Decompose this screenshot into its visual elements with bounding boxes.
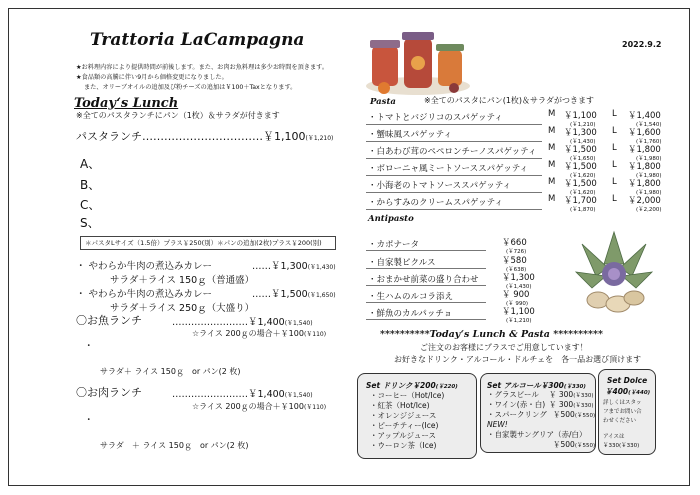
pasta-option-c: C、	[80, 198, 101, 212]
artichoke-illustration	[572, 224, 656, 318]
pasta-lunch-label: パスタランチ	[76, 130, 142, 143]
drink-item: ・紅茶（Hot/Ice)	[370, 401, 430, 410]
menu-date: 2022.9.2	[622, 40, 662, 49]
size-m-label: M	[548, 126, 556, 136]
size-m-price: ￥1,500	[564, 162, 597, 172]
alcohol-item-name: ・ワイン(赤・白)	[487, 400, 546, 409]
size-m-label: M	[548, 194, 556, 204]
meat-side-desc: サラダ ＋ ライス 150ｇ or パン(2 枚)	[100, 441, 249, 450]
curry-regular-item	[76, 258, 212, 272]
dolce-desc: わせください	[603, 418, 637, 424]
size-l-label: L	[612, 177, 617, 187]
bullet: ・	[76, 261, 86, 272]
curry-regular-price: ￥1,300	[271, 261, 308, 272]
antipasto-price: ￥580	[502, 256, 527, 266]
lunch-pasta-banner: **********Today‘s Lunch & Pasta **********	[380, 329, 603, 340]
size-l-price: ￥1,800	[628, 162, 661, 172]
curry-large-price: ￥1,500	[271, 289, 308, 300]
divider	[366, 209, 542, 210]
dolce-desc: 詳しくはスタッ	[603, 400, 642, 406]
size-m-tax: (￥1,870)	[570, 207, 596, 213]
antipasto-price: ￥660	[502, 238, 527, 248]
size-m-tax: (￥1,620)	[570, 190, 596, 196]
price: ￥500	[553, 410, 575, 419]
size-m-tax: (￥1,620)	[570, 173, 596, 179]
curry-regular-tax: (￥1,430)	[307, 264, 336, 271]
antipasto-item-name: ・おまかせ前菜の盛り合わせ	[368, 275, 479, 285]
dolce-ice-price: ￥330(￥330)	[603, 443, 640, 449]
antipasto-item-name: ・生ハムのルコラ添え	[368, 292, 454, 302]
curry-large-desc: サラダ＋ライス 250ｇ（大盛り）	[110, 303, 255, 314]
size-l-label: L	[612, 109, 617, 119]
divider	[366, 285, 486, 286]
bullet: ・	[84, 341, 94, 352]
new-label: NEW!	[487, 420, 508, 429]
antipasto-heading: Antipasto	[368, 214, 414, 224]
divider	[366, 124, 542, 125]
pasta-item-name: ・ボローニャ風ミートソーススパゲッティ	[368, 164, 529, 174]
curry-regular-price-row	[252, 258, 336, 272]
curry-large-tax: (￥1,650)	[307, 292, 336, 299]
drink-item: ・コーヒー（Hot/Ice)	[370, 391, 445, 400]
antipasto-price: ￥1,100	[502, 307, 535, 317]
drink-item: ・アップルジュース	[370, 431, 436, 440]
fish-lunch-tax: (￥1,540)	[284, 320, 313, 327]
size-l-tax: (￥1,980)	[636, 156, 662, 162]
size-m-price: ￥1,500	[564, 179, 597, 189]
antipasto-tax: (￥638)	[506, 267, 527, 273]
extras-note-box: ＊パスタLサイズ（1.5倍）プラス￥250(別）＊パンの追加(2枚)プラス￥200(別)	[80, 236, 336, 250]
divider	[366, 302, 486, 303]
set-drink-tax: (￥220)	[435, 384, 458, 390]
pasta-option-s: S、	[80, 216, 100, 230]
meat-lunch-price-row	[172, 386, 313, 400]
antipasto-tax: (￥726)	[506, 249, 527, 255]
tax: (￥550)	[574, 413, 596, 419]
pasta-item-name: ・小海老のトマトソーススパゲッティ	[368, 181, 512, 191]
set-dolce-title: Set Dolce	[607, 376, 648, 385]
pasta-lunch-tax: (￥1,210)	[305, 135, 334, 142]
size-m-label: M	[548, 143, 556, 153]
size-l-label: L	[612, 143, 617, 153]
divider	[366, 319, 486, 320]
antipasto-tax: (￥1,210)	[506, 318, 532, 324]
meat-rice-note	[192, 401, 326, 412]
meat-lunch-price: ￥1,400	[248, 389, 285, 400]
leader-dots: ……………………………	[142, 130, 263, 143]
size-l-price: ￥1,400	[628, 111, 661, 121]
preserves-jars-illustration	[362, 28, 474, 98]
promo-line-1: ご注文のお客様にプラスでご用意しています！	[420, 343, 588, 352]
curry-regular-desc: サラダ＋ライス 150ｇ（普通盛）	[110, 275, 255, 286]
header-note-2: ★食品類の高騰に伴い9月から価格変更になりました。	[76, 74, 228, 81]
bullet: ・	[84, 415, 94, 426]
alcohol-item-name: ・スパークリング	[487, 410, 547, 419]
antipasto-price: ￥ 900	[502, 290, 530, 300]
antipasto-tax: (￥1,430)	[506, 284, 532, 290]
size-m-label: M	[548, 109, 556, 119]
fish-lunch-price-row	[172, 314, 313, 328]
set-dolce-price	[605, 386, 650, 397]
tax: (￥550)	[574, 443, 596, 449]
antipasto-price: ￥1,300	[502, 273, 535, 283]
alcohol-item-name: ・グラスビール	[487, 390, 539, 399]
size-m-price: ￥1,100	[564, 111, 597, 121]
fish-side-desc: サラダ＋ ライス 150ｇ or パン(2 枚)	[100, 367, 241, 376]
size-l-tax: (￥1,760)	[636, 139, 662, 145]
header-note-1: ★お料理内容により提供時間が前後します。また、お肉お魚料理は多少お時間を頂きます。	[76, 64, 329, 71]
curry-large-label: やわらか牛肉の煮込みカレー	[88, 289, 213, 300]
pasta-option-a: A、	[80, 157, 101, 171]
size-m-price: ￥1,500	[564, 145, 597, 155]
curry-large-item	[76, 286, 212, 300]
tax: (￥330)	[573, 403, 594, 409]
todays-lunch-heading: Today‘s Lunch	[74, 96, 179, 111]
divider	[366, 268, 486, 269]
size-m-tax: (￥1,430)	[570, 139, 596, 145]
bullet: ・	[76, 289, 86, 300]
size-l-price: ￥1,800	[628, 179, 661, 189]
size-l-label: L	[612, 126, 617, 136]
price: ￥ 300	[549, 400, 574, 409]
set-alcohol-tax: (￥330)	[563, 384, 586, 390]
lunch-subtitle: ※全てのパスタランチにパン（1枚）＆サラダが付きます	[76, 111, 280, 120]
dolce-desc: フまでお問い合	[603, 409, 642, 415]
header-note-3: また、オリーブオイルの追加及び粉チーズの追加は￥100＋Taxとなります。	[84, 84, 297, 91]
alcohol-new-price	[553, 440, 595, 452]
size-l-label: L	[612, 194, 617, 204]
divider	[366, 192, 542, 193]
fish-rice-note-text: ☆ライス 200ｇの場合＋￥100	[192, 329, 304, 338]
pasta-lunch-price: ￥1,100	[263, 130, 306, 143]
pasta-item-name: ・白あわび茸のペペロンチーノスパゲッティ	[368, 147, 537, 157]
size-l-tax: (￥2,200)	[636, 207, 662, 213]
pasta-note: ※全てのパスタにパン(1枚)＆サラダがつきます	[424, 96, 594, 105]
meat-lunch-label: 〇お肉ランチ	[76, 386, 142, 399]
alcohol-new-item: ・自家製サングリア（赤/白）	[487, 430, 587, 439]
set-drink-box	[357, 373, 477, 459]
size-l-tax: (￥1,980)	[636, 190, 662, 196]
leader-dots: ……………………	[172, 389, 248, 400]
fish-rice-tax: (￥110)	[303, 331, 327, 338]
dolce-ice-label: アイスは	[603, 434, 625, 440]
size-l-tax: (￥1,980)	[636, 173, 662, 179]
size-m-tax: (￥1,210)	[570, 122, 596, 128]
price: ￥ 300	[549, 390, 574, 399]
size-l-price: ￥2,000	[628, 196, 661, 206]
promo-line-2: お好きなドリンク・アルコール・ドルチェを 各一品お選び頂けます	[394, 355, 642, 364]
size-m-label: M	[548, 160, 556, 170]
size-l-price: ￥1,600	[628, 128, 661, 138]
antipasto-item-name: ・鮮魚のカルパッチョ	[368, 309, 453, 319]
size-l-price: ￥1,800	[628, 145, 661, 155]
fish-rice-note	[192, 328, 326, 339]
size-m-label: M	[548, 177, 556, 187]
set-drink-title-text: Set ドリンク￥200	[366, 381, 436, 390]
pasta-item-name: ・トマトとバジリコのスパゲッティ	[368, 113, 503, 123]
alcohol-item-price	[553, 410, 595, 422]
meat-lunch-tax: (￥1,540)	[284, 392, 313, 399]
size-m-price: ￥1,700	[564, 196, 597, 206]
set-alcohol-title-text: Set アルコール￥300	[487, 381, 564, 390]
set-dolce-box	[598, 369, 656, 455]
curry-large-price-row	[252, 286, 336, 300]
meat-rice-note-text: ☆ライス 200ｇの場合＋￥100	[192, 402, 304, 411]
set-drink-title	[366, 380, 458, 391]
drink-item: ・オレンジジュース	[370, 411, 437, 420]
meat-rice-tax: (￥110)	[303, 404, 327, 411]
size-m-price: ￥1,300	[564, 128, 597, 138]
fish-lunch-label: 〇お魚ランチ	[76, 314, 142, 327]
set-alcohol-box	[480, 373, 596, 453]
antipasto-tax: (￥ 990)	[506, 301, 529, 307]
size-l-tax: (￥1,540)	[636, 122, 662, 128]
price: ￥500	[553, 440, 575, 449]
drink-item: ・ピーチティー(Ice)	[370, 421, 439, 430]
pasta-item-name: ・からすみのクリームスパゲッティ	[368, 198, 503, 208]
tax: (￥440)	[628, 390, 651, 396]
leader-dots: ……	[252, 261, 271, 272]
fish-lunch-price: ￥1,400	[248, 317, 285, 328]
leader-dots: ……	[252, 289, 271, 300]
size-l-label: L	[612, 160, 617, 170]
pasta-option-b: B、	[80, 178, 101, 192]
antipasto-item-name: ・自家製ピクルス	[368, 258, 436, 268]
tax: (￥330)	[573, 393, 594, 399]
curry-regular-label: やわらか牛肉の煮込みカレー	[88, 261, 213, 272]
divider	[366, 141, 542, 142]
antipasto-item-name: ・カポナータ	[368, 240, 420, 250]
restaurant-title: Trattoria LaCampagna	[90, 30, 305, 50]
divider	[366, 250, 486, 251]
pasta-heading: Pasta	[370, 97, 396, 107]
divider	[366, 175, 542, 176]
divider	[366, 158, 542, 159]
pasta-lunch-item	[76, 128, 333, 144]
drink-item: ・ウーロン茶（Ice)	[370, 441, 437, 450]
leader-dots: ……………………	[172, 317, 248, 328]
size-m-tax: (￥1,650)	[570, 156, 596, 162]
pasta-item-name: ・蟹味風スパゲッティ	[368, 130, 452, 140]
price: ￥400	[605, 387, 629, 396]
